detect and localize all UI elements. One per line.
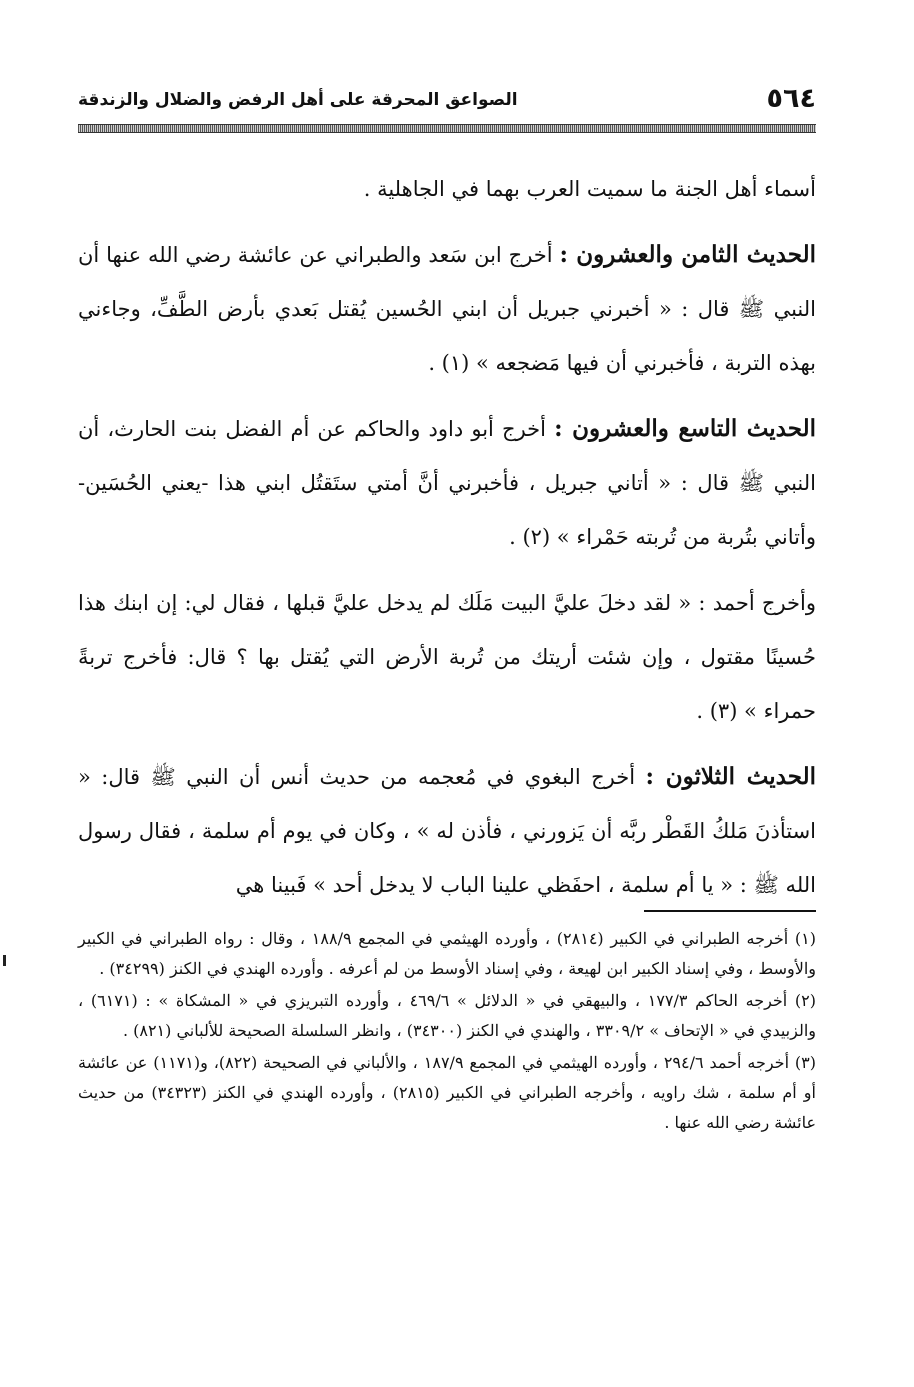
hadith-30-heading: الحديث الثلاثون :	[645, 763, 817, 790]
page-header	[78, 82, 816, 122]
paragraph-hadith-28	[78, 228, 816, 390]
paragraph-1: أسماء أهل الجنة ما سميت العرب بهما في الجاهلية .	[363, 177, 816, 201]
footnote-separator	[644, 910, 816, 912]
hadith-29-text: أخرج أبو داود والحاكم عن أم الفضل بنت الحارث، أن النبي ﷺ قال : « أتاني جبريل ، فأخبرني أنَّ أمتي ستَقتُل ابني هذا -يعني الحُسَين- وأتاني بتُربة من تُربته حَمْراء » (٢) .	[78, 417, 816, 549]
hadith-28-text: أخرج ابن سَعد والطبراني عن عائشة رضي الله عنها أن النبي ﷺ قال : « أخبرني جبريل أن ابني الحُسين يُقتل بَعدي بأرض الطَّفِّ، وجاءني بهذه التربة ، فأخبرني أن فيها مَضجعه » (١) .	[78, 243, 816, 375]
hadith-28-heading: الحديث الثامن والعشرون :	[559, 241, 816, 268]
hadith-29-heading: الحديث التاسع والعشرون :	[554, 415, 816, 442]
header-rule	[78, 124, 816, 133]
main-text	[78, 162, 816, 924]
hadith-30-text: أخرج البغوي في مُعجمه من حديث أنس أن النبي ﷺ قال: « استأذنَ مَلكُ القَطْر ربَّه أن يَزورني ، فأذن له » ، وكان في يوم أم سلمة ، فقال رسول الله ﷺ : « يا أم سلمة ، احفَظي علينا الباب لا يدخل أحد » فَبينا هي	[78, 765, 816, 897]
paragraph-ahmad: وأخرج أحمد : « لقد دخلَ عليَّ البيت مَلَك لم يدخل عليَّ قبلها ، فقال لي: إن ابنك هذا حُسينًا مقتول ، وإن شئت أريتك من تُربة الأرض التي يُقتل بها ؟ قال: فأخرج تربةً حمراء » (٣) .	[78, 591, 816, 723]
footnote-3: (٣) أخرجه أحمد ٢٩٤/٦ ، وأورده الهيثمي في المجمع ١٨٧/٩ ، والألباني في الصحيحة (٨٢٢)، و(١١٧١) عن عائشة أو أم سلمة ، شك راويه ، وأخرجه الطبراني في الكبير (٢٨١٥) ، وأورده الهندي في الكنز (٣٤٣٢٣) من حديث عائشة رضي الله عنها .	[78, 1053, 816, 1132]
paragraph-hadith-29	[78, 402, 816, 564]
paragraph-hadith-30	[78, 750, 816, 912]
footnote-2: (٢) أخرجه الحاكم ١٧٧/٣ ، والبيهقي في « الدلائل » ٤٦٩/٦ ، وأورده التبريزي في « المشكاة » : (٦١٧١) ، والزبيدي في « الإتحاف » ٣٣٠٩/٢ ، والهندي في الكنز (٣٤٣٠٠) ، وانظر السلسلة الصحيحة للألباني (٨٢١) .	[78, 991, 817, 1040]
scan-margin-mark	[3, 955, 6, 966]
footnotes	[78, 924, 816, 1140]
running-title: الصواعق المحرقة على أهل الرفض والضلال والزندقة	[78, 90, 518, 110]
footnote-1: (١) أخرجه الطبراني في الكبير (٢٨١٤) ، وأورده الهيثمي في المجمع ١٨٨/٩ ، وقال : رواه الطبراني في الكبير والأوسط ، وفي إسناد الكبير ابن لهيعة ، وفي إسناد الأوسط من لم أعرفه . وأورده الهندي في الكنز (٣٤٢٩٩) .	[78, 929, 816, 978]
page-number: ٥٦٤	[766, 83, 816, 114]
